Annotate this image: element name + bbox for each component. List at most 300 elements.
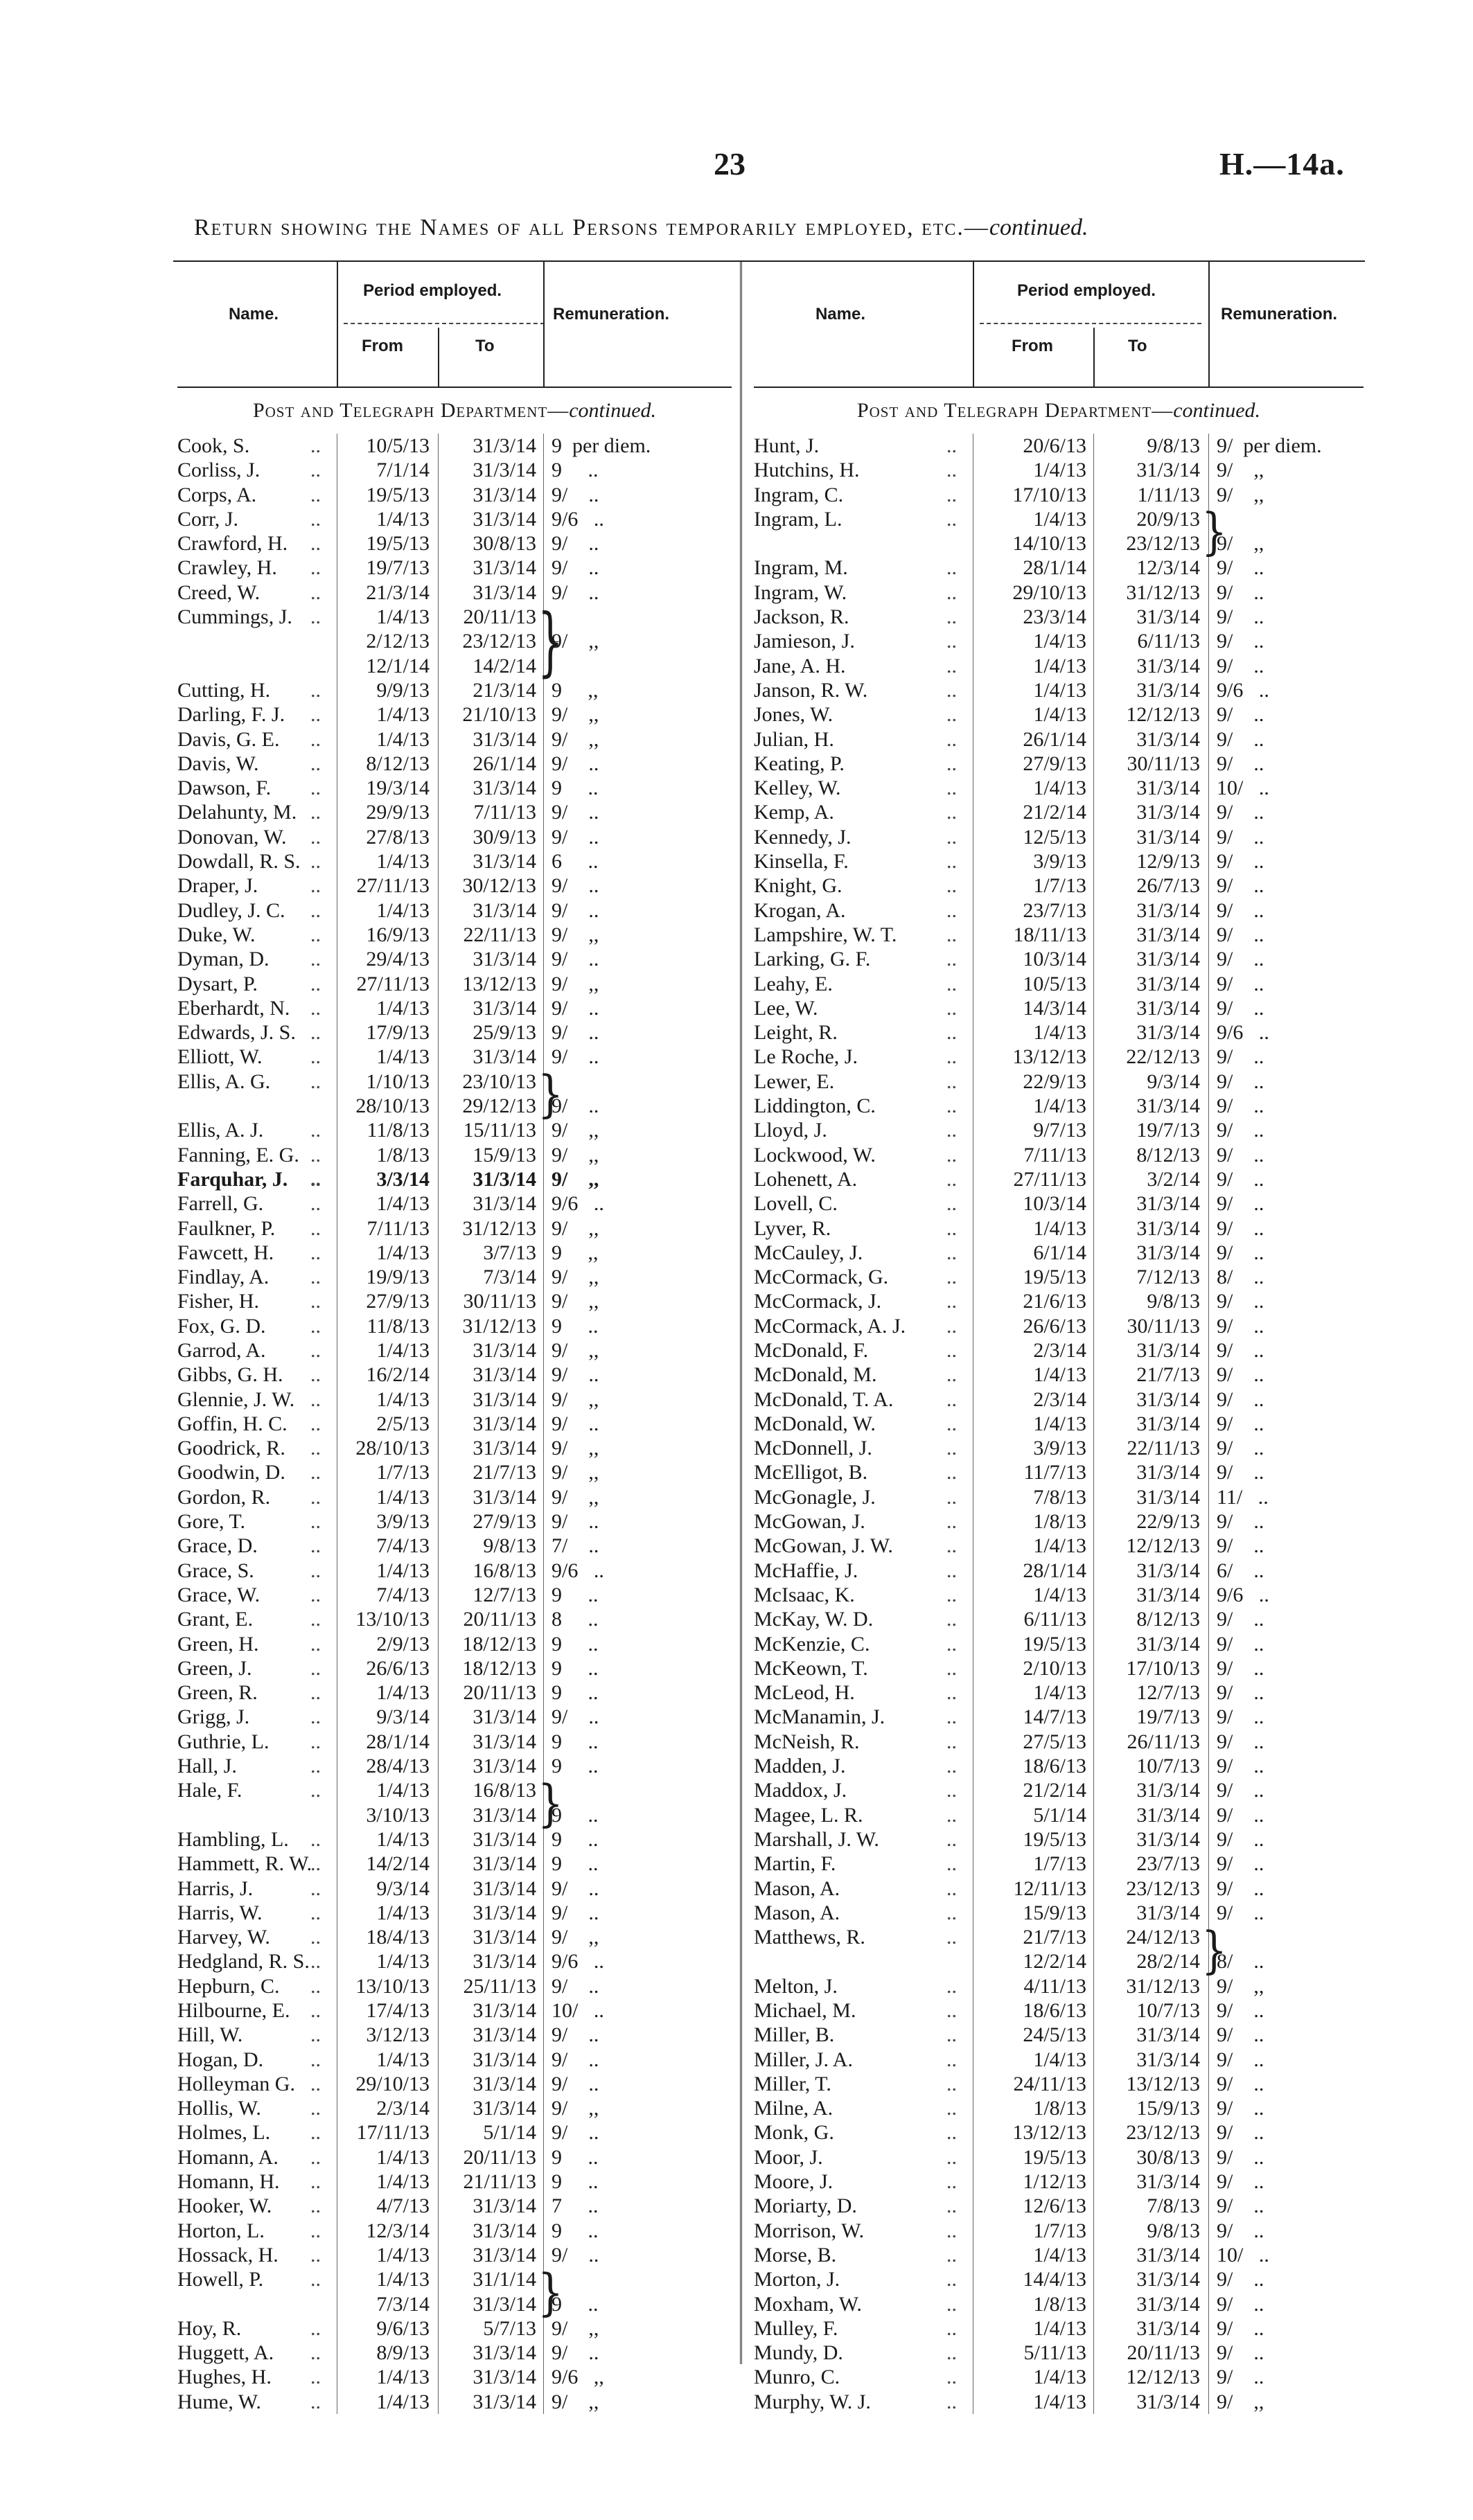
table-row: [754, 1387, 1364, 1412]
table-row: [754, 483, 1364, 507]
table-row: [754, 1778, 1364, 1802]
from-date: 18/6/13: [1023, 1999, 1086, 2022]
table-row: [177, 1241, 732, 1265]
remuneration: 9/ ..: [1217, 556, 1264, 580]
from-date: 1/4/13: [1033, 2048, 1086, 2071]
person-name: Findlay, A.: [177, 1266, 270, 1289]
remuneration: 9/ ..: [1217, 825, 1264, 849]
table-row: [177, 1045, 732, 1069]
to-date: 23/12/13: [462, 630, 536, 653]
remuneration: 7/ ..: [552, 1534, 599, 1558]
to-date: 21/7/13: [1136, 1363, 1200, 1387]
person-name: Green, H.: [177, 1632, 259, 1656]
table-row: [177, 2169, 732, 2194]
from-date: 7/11/13: [367, 1216, 430, 1240]
table-row: [177, 458, 732, 482]
to-date: 31/3/14: [473, 1852, 536, 1876]
page-number: 23: [714, 146, 746, 181]
person-name: Kelley, W.: [754, 777, 841, 800]
leader-dots: ..: [310, 2145, 321, 2169]
remuneration: 9 ,,: [552, 1241, 599, 1264]
leader-dots: ..: [946, 1021, 957, 1045]
table-row: [177, 1338, 732, 1363]
from-date: 20/6/13: [1023, 434, 1086, 457]
leader-dots: ..: [946, 2243, 957, 2266]
table-row: [754, 1852, 1364, 1876]
person-name: Hume, W.: [177, 2390, 261, 2413]
remuneration: 9/ ..: [1217, 1290, 1264, 1313]
person-name: Keating, P.: [754, 752, 845, 775]
person-name: Mason, A.: [754, 1876, 840, 1900]
person-name: McDonald, W.: [754, 1412, 876, 1435]
from-date: 1/4/13: [376, 1045, 430, 1069]
to-date: 31/3/14: [473, 1926, 536, 1949]
leader-dots: ..: [310, 1241, 321, 1264]
leader-dots: ..: [946, 898, 957, 922]
table-row: [177, 1509, 732, 1534]
remuneration: 9/ ..: [1217, 1119, 1264, 1142]
table-row: [754, 1265, 1364, 1289]
leader-dots: ..: [946, 654, 957, 677]
leader-dots: ..: [310, 2194, 321, 2218]
person-name: Corliss, J.: [177, 459, 261, 482]
table-row: [754, 1436, 1364, 1460]
to-date: 19/7/13: [1136, 1119, 1200, 1142]
to-date: 31/3/14: [473, 507, 536, 531]
from-date: 27/11/13: [356, 972, 430, 995]
to-date: 9/8/13: [483, 1534, 536, 1558]
person-name: Gibbs, G. H.: [177, 1363, 283, 1387]
leader-dots: ..: [946, 1266, 957, 1289]
table-row: [754, 1803, 1364, 1827]
from-date: 16/9/13: [366, 923, 430, 946]
leader-dots: ..: [310, 2072, 321, 2095]
table-row: [754, 458, 1364, 482]
section-title: Post and Telegraph Department—continued.: [856, 399, 1261, 422]
table-row: [754, 2023, 1364, 2047]
person-name: Goodwin, D.: [177, 1461, 285, 1484]
remuneration: 9/ ,,: [552, 630, 599, 653]
table-row: [754, 1656, 1364, 1680]
from-date: 1/4/13: [376, 703, 430, 727]
from-date: 1/4/13: [1033, 1021, 1086, 1045]
from-date: 9/3/14: [376, 1705, 430, 1729]
table-row: [754, 873, 1364, 898]
person-name: Green, R.: [177, 1681, 258, 1705]
person-name: Mundy, D.: [754, 2341, 843, 2365]
leader-dots: ..: [310, 1387, 321, 1411]
table-row: [754, 923, 1364, 947]
to-date: 31/3/14: [1136, 777, 1200, 800]
to-date: 31/3/14: [473, 1485, 536, 1509]
from-date: 1/7/13: [1033, 874, 1086, 898]
person-name: Hambling, L.: [177, 1827, 289, 1851]
to-date: 31/3/14: [1136, 1827, 1200, 1851]
to-date: 30/8/13: [473, 532, 536, 556]
leader-dots: ..: [310, 1559, 321, 1582]
table-row: [754, 947, 1364, 971]
leader-dots: ..: [310, 1021, 321, 1045]
table-row: [177, 996, 732, 1020]
person-name: Eberhardt, N.: [177, 996, 290, 1020]
person-name: Corr, J.: [177, 507, 238, 531]
from-date: 1/4/13: [376, 1901, 430, 1924]
person-name: Morton, J.: [754, 2268, 840, 2291]
table-row: [177, 2390, 732, 2414]
table-row: [177, 1534, 732, 1558]
to-date: 31/3/14: [473, 727, 536, 751]
from-date: 3/9/13: [376, 1510, 430, 1534]
table-row: [177, 2341, 732, 2365]
leader-dots: ..: [946, 923, 957, 946]
leader-dots: ..: [946, 1094, 957, 1118]
to-date: 8/12/13: [1136, 1143, 1200, 1166]
from-date: 11/8/13: [367, 1119, 430, 1142]
leader-dots: ..: [946, 630, 957, 653]
from-date: 1/4/13: [376, 850, 430, 873]
to-date: 31/3/14: [473, 1412, 536, 1435]
person-name: Lohenett, A.: [754, 1167, 858, 1191]
to-date: 7/12/13: [1136, 1266, 1200, 1289]
person-name: Hollis, W.: [177, 2097, 261, 2120]
person-name: Dyman, D.: [177, 948, 270, 971]
remuneration: 9/ ..: [1217, 1632, 1264, 1656]
table-row: [754, 2243, 1364, 2267]
leader-dots: ..: [310, 1876, 321, 1900]
table-row: [177, 1485, 732, 1509]
person-name: Goffin, H. C.: [177, 1412, 288, 1435]
table-row: [754, 2169, 1364, 2194]
remuneration: 9/ ..: [1217, 1827, 1264, 1851]
leader-dots: ..: [946, 1705, 957, 1729]
table-row: [754, 752, 1364, 776]
remuneration: 9 ..: [552, 1314, 599, 1338]
to-date: 22/11/13: [1127, 1437, 1200, 1460]
table-row: [754, 1460, 1364, 1484]
from-date: 28/10/13: [355, 1437, 430, 1460]
leader-dots: ..: [946, 2292, 957, 2316]
to-date: 31/3/14: [1136, 1094, 1200, 1118]
to-date: 31/3/14: [473, 2390, 536, 2413]
leader-dots: ..: [946, 752, 957, 775]
person-name: Fisher, H.: [177, 1290, 259, 1313]
remuneration: 9/ ..: [552, 801, 599, 824]
person-name: Duke, W.: [177, 923, 256, 946]
table-row: [177, 2072, 732, 2096]
from-date: 9/9/13: [376, 678, 430, 702]
table-row: [177, 1876, 732, 1901]
from-date: 1/4/13: [376, 507, 430, 531]
table-row: [754, 580, 1364, 605]
table-row: [177, 1265, 732, 1289]
table-row: [177, 1949, 732, 1973]
to-date: 15/9/13: [473, 1143, 536, 1166]
person-name: McGonagle, J.: [754, 1485, 876, 1509]
remuneration: 9/ ,,: [552, 1926, 599, 1949]
from-date: 3/9/13: [1033, 850, 1086, 873]
leader-dots: ..: [946, 2268, 957, 2291]
from-date: 16/2/14: [366, 1363, 430, 1387]
remuneration: 9/6 ,,: [552, 2366, 604, 2389]
leader-dots: ..: [310, 556, 321, 580]
leader-dots: ..: [310, 1681, 321, 1705]
remuneration: 9/ ..: [1217, 2121, 1264, 2145]
person-name: Ingram, L.: [754, 507, 843, 531]
leader-dots: ..: [946, 1241, 957, 1264]
from-date: 21/2/14: [1023, 801, 1086, 824]
from-date: 14/3/14: [1023, 996, 1086, 1020]
table-row: [177, 2243, 732, 2267]
from-date: 1/8/13: [376, 1143, 430, 1166]
leader-dots: ..: [946, 1363, 957, 1387]
to-date: 22/9/13: [1136, 1510, 1200, 1534]
table-row: [177, 2267, 732, 2291]
header-to: To: [475, 337, 495, 355]
person-name: Delahunty, M.: [177, 801, 297, 824]
from-date: 24/5/13: [1023, 2023, 1086, 2047]
person-name: Kemp, A.: [754, 801, 834, 824]
remuneration: 9 ..: [552, 1730, 599, 1753]
from-date: 29/9/13: [366, 801, 430, 824]
from-date: 1/4/13: [1033, 1216, 1086, 1240]
to-date: 31/3/14: [473, 483, 536, 506]
person-name: Howell, P.: [177, 2268, 264, 2291]
to-date: 31/3/14: [1136, 1192, 1200, 1216]
remuneration: 9/6 ..: [552, 1559, 604, 1582]
person-name: Lockwood, W.: [754, 1143, 876, 1166]
table-row: [177, 483, 732, 507]
remuneration: 9/ ,,: [552, 1338, 599, 1362]
remuneration: 9 ..: [552, 1852, 599, 1876]
to-date: 18/12/13: [462, 1632, 536, 1656]
person-name: Hale, F.: [177, 1779, 242, 1802]
leader-dots: ..: [946, 1510, 957, 1534]
to-date: 30/12/13: [462, 874, 536, 898]
person-name: Kennedy, J.: [754, 825, 852, 849]
to-date: 21/10/13: [462, 703, 536, 727]
header-remuneration: Remuneration.: [1221, 305, 1338, 323]
to-date: 12/12/13: [1126, 1534, 1200, 1558]
from-date: 12/6/13: [1023, 2194, 1086, 2218]
leader-dots: ..: [310, 703, 321, 727]
leader-dots: ..: [310, 507, 321, 531]
table-row: [754, 629, 1364, 653]
remuneration: 9/ ,,: [552, 1167, 599, 1191]
person-name: Lovell, C.: [754, 1192, 838, 1216]
section-title: Post and Telegraph Department—continued.: [252, 399, 657, 422]
table-row: [177, 1143, 732, 1167]
from-date: 10/3/14: [1023, 948, 1086, 971]
person-name: Harvey, W.: [177, 1926, 270, 1949]
group-brace: }: [1201, 502, 1227, 561]
remuneration: 9 ..: [552, 1755, 599, 1778]
remuneration: 10/ ..: [552, 1999, 604, 2022]
from-date: 1/4/13: [376, 1387, 430, 1411]
remuneration: 9/ ,,: [1217, 459, 1264, 482]
table-row: [754, 605, 1364, 629]
to-date: 31/3/14: [1136, 2316, 1200, 2340]
person-name: Marshall, J. W.: [754, 1827, 879, 1851]
person-name: Julian, H.: [754, 727, 834, 751]
to-date: 20/11/13: [463, 1681, 536, 1705]
to-date: 15/9/13: [1136, 2097, 1200, 2120]
table-row: [177, 1925, 732, 1949]
leader-dots: ..: [310, 1974, 321, 1998]
to-date: 31/3/14: [1136, 801, 1200, 824]
to-date: 31/3/14: [473, 2341, 536, 2365]
from-date: 1/4/13: [376, 1827, 430, 1851]
remuneration: 9/ ..: [552, 1094, 599, 1118]
remuneration: 9/ ..: [1217, 2366, 1264, 2389]
leader-dots: ..: [946, 507, 957, 531]
from-date: 8/9/13: [376, 2341, 430, 2365]
remuneration: 9/ ..: [1217, 1167, 1264, 1191]
person-name: Munro, C.: [754, 2366, 840, 2389]
table-row: [177, 825, 732, 849]
table-row: [754, 2120, 1364, 2145]
leader-dots: ..: [946, 678, 957, 702]
table-row: [177, 678, 732, 702]
table-row: [177, 654, 732, 678]
leader-dots: ..: [946, 1192, 957, 1216]
table-row: [177, 1070, 732, 1094]
from-date: 14/10/13: [1012, 532, 1086, 556]
to-date: 31/12/13: [462, 1314, 536, 1338]
from-date: 12/3/14: [366, 2219, 430, 2242]
table-row: [754, 2072, 1364, 2096]
table-row: [177, 1314, 732, 1338]
person-name: Hutchins, H.: [754, 459, 860, 482]
remuneration: 9/ ..: [552, 1045, 599, 1069]
table-row: [754, 1070, 1364, 1094]
table-row: [754, 507, 1364, 531]
person-name: Jane, A. H.: [754, 654, 846, 677]
to-date: 31/3/14: [1136, 1241, 1200, 1264]
person-name: McNeish, R.: [754, 1730, 860, 1753]
leader-dots: ..: [310, 532, 321, 556]
to-date: 31/12/13: [1126, 580, 1200, 604]
remuneration: 9/ ..: [552, 825, 599, 849]
remuneration: 9/ ..: [552, 1021, 599, 1045]
table-row: [177, 1901, 732, 1925]
remuneration: 9/ ..: [1217, 1143, 1264, 1166]
table-row: [754, 1876, 1364, 1901]
header-name: Name.: [815, 305, 866, 323]
person-name: Horton, L.: [177, 2219, 265, 2242]
remuneration: 9/ ..: [1217, 727, 1264, 751]
table-row: [177, 1460, 732, 1484]
table-row: [177, 776, 732, 800]
table-row: [177, 2365, 732, 2389]
leader-dots: ..: [946, 1437, 957, 1460]
from-date: 21/3/14: [366, 580, 430, 604]
from-date: 2/10/13: [1023, 1656, 1086, 1680]
person-name: Jamieson, J.: [754, 630, 855, 653]
from-date: 1/4/13: [376, 2170, 430, 2194]
table-row: [754, 2048, 1364, 2072]
to-date: 3/7/13: [483, 1241, 536, 1264]
remuneration: 9/ ..: [552, 2023, 599, 2047]
remuneration: 7 ..: [552, 2194, 599, 2218]
remuneration: 8 ..: [552, 1608, 599, 1631]
to-date: 31/3/14: [473, 1876, 536, 1900]
from-date: 1/4/13: [1033, 630, 1086, 653]
from-date: 2/3/14: [1033, 1338, 1086, 1362]
to-date: 31/12/13: [1126, 1974, 1200, 1998]
from-date: 4/7/13: [376, 2194, 430, 2218]
table-row: [754, 1289, 1364, 1313]
person-name: Garrod, A.: [177, 1338, 266, 1362]
leader-dots: ..: [946, 2170, 957, 2194]
to-date: 31/3/14: [473, 2048, 536, 2071]
leader-dots: ..: [946, 1461, 957, 1484]
table-row: [754, 1412, 1364, 1436]
leader-dots: ..: [310, 2097, 321, 2120]
remuneration: 9/ ..: [552, 1705, 599, 1729]
to-date: 20/11/13: [463, 1608, 536, 1631]
to-date: 31/3/14: [473, 2219, 536, 2242]
remuneration: 9/ ..: [552, 556, 599, 580]
to-date: 31/3/14: [473, 1803, 536, 1827]
table-row: [754, 849, 1364, 873]
from-date: 10/5/13: [1023, 972, 1086, 995]
to-date: 26/11/13: [1127, 1730, 1200, 1753]
leader-dots: ..: [946, 1803, 957, 1827]
person-name: Grace, D.: [177, 1534, 258, 1558]
leader-dots: ..: [946, 580, 957, 604]
remuneration: 9/ ..: [1217, 1241, 1264, 1264]
to-date: 26/1/14: [473, 752, 536, 775]
table-row: [754, 1534, 1364, 1558]
person-name: McGowan, J. W.: [754, 1534, 893, 1558]
to-date: 31/3/14: [473, 777, 536, 800]
person-name: Janson, R. W.: [754, 678, 868, 702]
person-name: McHaffie, J.: [754, 1559, 858, 1582]
from-date: 1/8/13: [1033, 2097, 1086, 2120]
to-date: 31/3/14: [1136, 1461, 1200, 1484]
table-row: [177, 1363, 732, 1387]
to-date: 31/3/14: [473, 2072, 536, 2095]
person-name: Huggett, A.: [177, 2341, 274, 2365]
person-name: Moor, J.: [754, 2145, 823, 2169]
from-date: 5/11/13: [1023, 2341, 1086, 2365]
remuneration: 9 ..: [552, 2145, 599, 2169]
table-row: [754, 2219, 1364, 2243]
table-row: [177, 1803, 732, 1827]
to-date: 31/3/14: [473, 1045, 536, 1069]
from-date: 1/4/13: [376, 898, 430, 922]
from-date: 7/4/13: [376, 1583, 430, 1606]
to-date: 31/3/14: [1136, 678, 1200, 702]
leader-dots: ..: [946, 483, 957, 506]
person-name: Davis, W.: [177, 752, 259, 775]
from-date: 19/5/13: [366, 483, 430, 506]
leader-dots: ..: [310, 898, 321, 922]
to-date: 29/12/13: [462, 1094, 536, 1118]
remuneration: 9 ..: [552, 2219, 599, 2242]
from-date: 13/10/13: [355, 1974, 430, 1998]
from-date: 17/11/13: [356, 2121, 430, 2145]
to-date: 9/8/13: [1147, 434, 1200, 457]
to-date: 30/8/13: [1136, 2145, 1200, 2169]
from-date: 13/10/13: [355, 1608, 430, 1631]
to-date: 23/7/13: [1136, 1852, 1200, 1876]
remuneration: 9/ ,,: [552, 1387, 599, 1411]
person-name: Lee, W.: [754, 996, 818, 1020]
from-date: 29/10/13: [355, 2072, 430, 2095]
from-date: 1/8/13: [1033, 2292, 1086, 2316]
to-date: 23/12/13: [1126, 1876, 1200, 1900]
